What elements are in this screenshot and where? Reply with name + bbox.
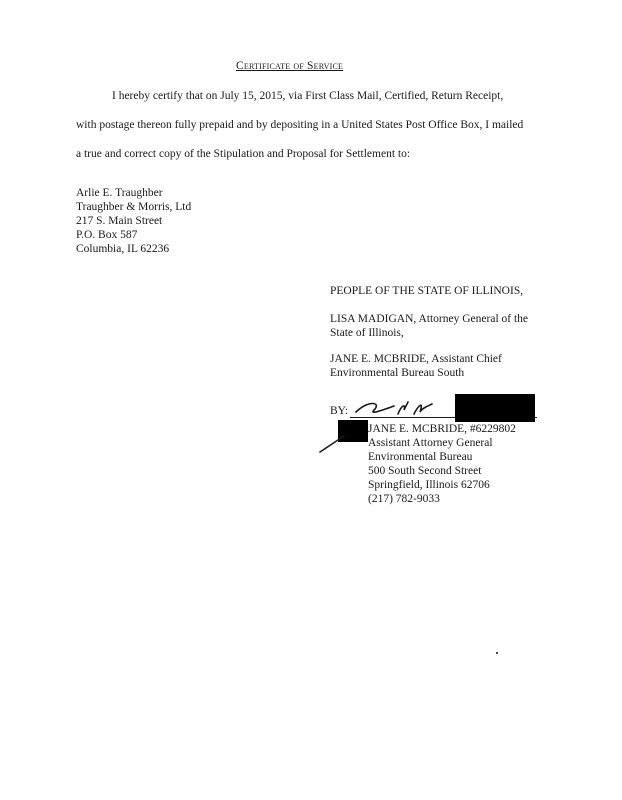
signer-name: JANE E. MCBRIDE, #6229802 bbox=[368, 423, 516, 435]
party-name: PEOPLE OF THE STATE OF ILLINOIS, bbox=[330, 285, 524, 297]
signer-phone: (217) 782-9033 bbox=[368, 493, 440, 505]
redaction-box bbox=[455, 394, 535, 422]
recipient-po-box: P.O. Box 587 bbox=[76, 229, 138, 241]
body-line-3: a true and correct copy of the Stipulation and Proposal for Settlement to: bbox=[76, 148, 411, 160]
signer-street: 500 South Second Street bbox=[368, 465, 482, 477]
by-label: BY: bbox=[330, 405, 349, 417]
chief-line-2: Environmental Bureau South bbox=[330, 367, 465, 379]
recipient-firm: Traughber & Morris, Ltd bbox=[76, 201, 192, 213]
signer-title: Assistant Attorney General bbox=[368, 437, 493, 449]
recipient-name: Arlie E. Traughber bbox=[76, 187, 163, 199]
ag-line-2: State of Illinois, bbox=[330, 327, 404, 339]
signature-flourish bbox=[318, 434, 348, 454]
signer-bureau: Environmental Bureau bbox=[368, 451, 473, 463]
ag-line-1: LISA MADIGAN, Attorney General of the bbox=[330, 313, 529, 325]
signer-city: Springfield, Illinois 62706 bbox=[368, 479, 490, 491]
body-line-2: with postage thereon fully prepaid and by depositing in a United States Post Office Box, I mailed bbox=[76, 119, 524, 131]
body-line-1: I hereby certify that on July 15, 2015, via First Class Mail, Certified, Return Receipt, bbox=[112, 90, 504, 102]
recipient-city: Columbia, IL 62236 bbox=[76, 243, 170, 255]
chief-line-1: JANE E. MCBRIDE, Assistant Chief bbox=[330, 353, 502, 365]
scan-speck bbox=[496, 652, 498, 654]
certificate-title: Certificate of Service bbox=[236, 60, 344, 72]
recipient-street: 217 S. Main Street bbox=[76, 215, 163, 227]
